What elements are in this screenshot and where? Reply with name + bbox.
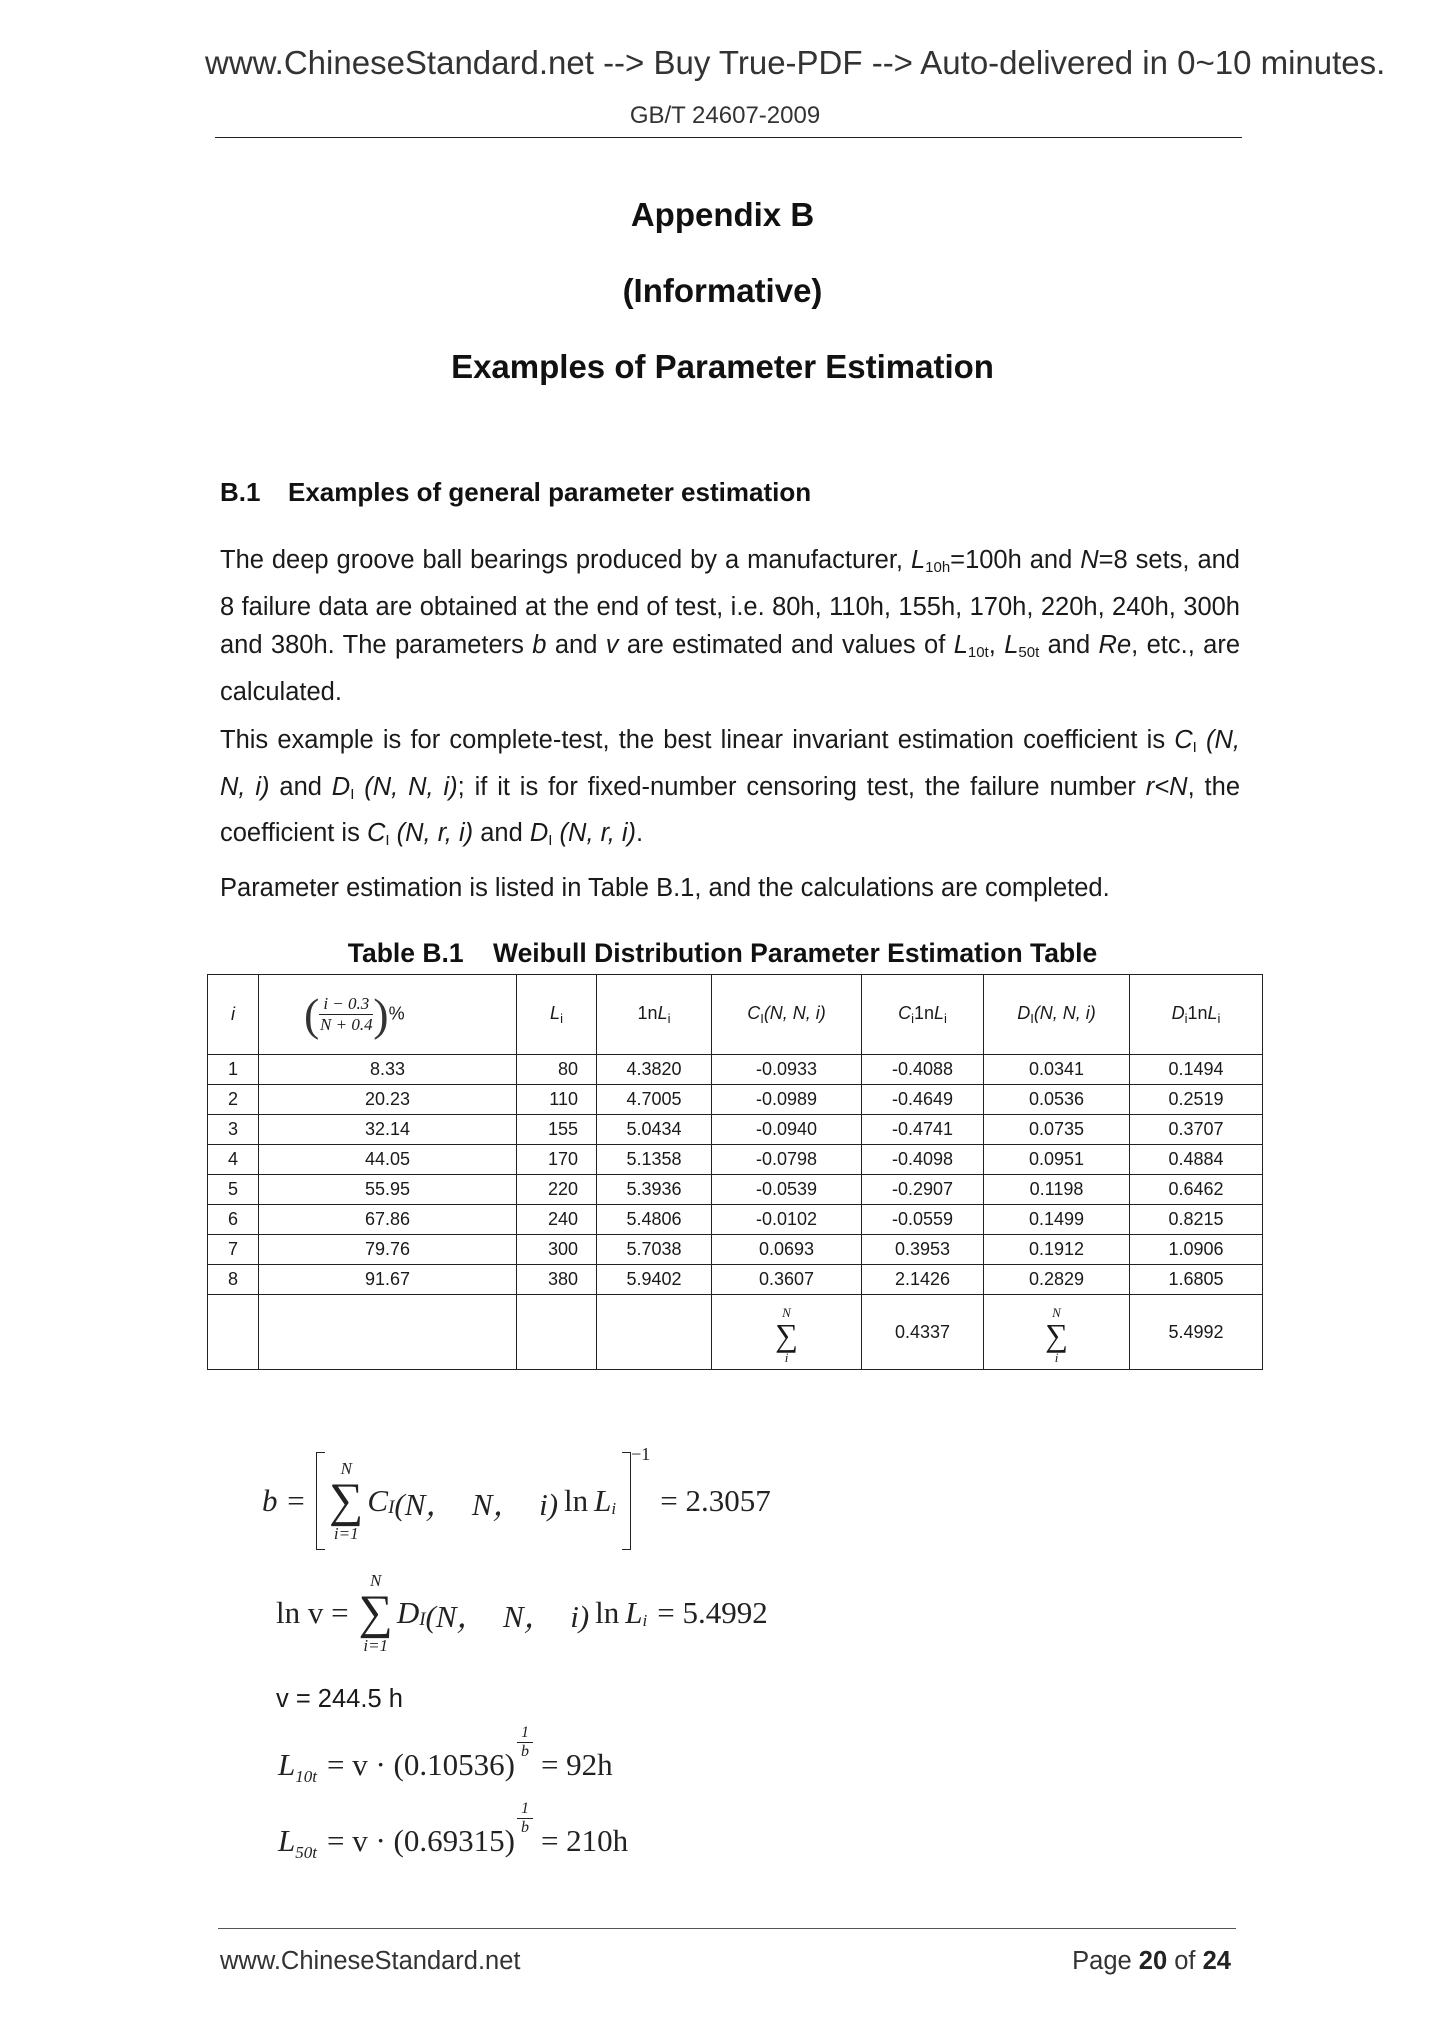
table-cell: 20.23 [259,1085,517,1115]
section-heading [220,477,811,508]
table-cell: 0.3707 [1130,1115,1263,1145]
table-cell: 0.0951 [984,1145,1130,1175]
table-cell: -0.4649 [862,1085,984,1115]
table-cell: 0.0735 [984,1115,1130,1145]
table-cell: 0.1198 [984,1175,1130,1205]
table-cell: 7 [208,1235,259,1265]
table-cell: -0.0102 [712,1205,862,1235]
appendix-title: Appendix B [630,196,815,233]
weibull-table [207,974,1263,1370]
table-cell: -0.4098 [862,1145,984,1175]
v-result: v = 244.5 h [276,1685,403,1713]
sum-symbol-c: N ∑ i [712,1295,862,1370]
table-cell: 5.7038 [597,1235,712,1265]
table-cell: 0.1494 [1130,1055,1263,1085]
sum-symbol-d: N ∑ i [984,1295,1130,1370]
table-cell: 8 [208,1265,259,1295]
table-cell: 2.1426 [862,1265,984,1295]
table-cell: 4.3820 [597,1055,712,1085]
paragraph-2: This example is for complete-test, the best linear invariant estimation coefficient is $C_I$ (N, N, i) and $D_I$ (N, N, i); if it is for fixed-number censoring test, the failure number r<N, the coefficient is $C_I$ (N, r, i) and $D_I$ (N, r, i). [220,726,1241,849]
table-cell: 4.7005 [597,1085,712,1115]
table-cell: 0.1912 [984,1235,1130,1265]
table-cell: 0.2829 [984,1265,1130,1295]
table-cell: 0.1499 [984,1205,1130,1235]
table-cell: 0.3607 [712,1265,862,1295]
table-cell: -0.0989 [712,1085,862,1115]
table-body [208,1055,1263,1295]
table-cell: 79.76 [259,1235,517,1265]
col-header-li: $L_i$ [517,975,597,1055]
table-cell: 5.0434 [597,1115,712,1145]
table-cell: 80 [517,1055,597,1085]
table-cell: 8.33 [259,1055,517,1085]
table-row [208,1145,1263,1175]
col-header-rank: ( $\frac{i - 0.3}{N + 0.4}$ )% [259,975,517,1055]
table-row [208,1055,1263,1085]
table-cell: 300 [517,1235,597,1265]
table-cell: 0.4884 [1130,1145,1263,1175]
table-cell: -0.4088 [862,1055,984,1085]
col-header-ci: $C_I(N$, N, i) [712,975,862,1055]
appendix-subject: Examples of Parameter Estimation [451,348,994,385]
table-cell: 4 [208,1145,259,1175]
table-row [208,1235,1263,1265]
table-cell: -0.0539 [712,1175,862,1205]
header-banner: www.ChineseStandard.net --> Buy True-PDF --> Auto-delivered in 0~10 minutes. [205,44,1386,81]
table-cell: 220 [517,1175,597,1205]
table-row [208,1115,1263,1145]
table-cell: -0.0933 [712,1055,862,1085]
table-cell: 110 [517,1085,597,1115]
table-row [208,1205,1263,1235]
table-cell: 155 [517,1115,597,1145]
table-cell: -0.2907 [862,1175,984,1205]
table-cell: 0.8215 [1130,1205,1263,1235]
table-cell: 1 [208,1055,259,1085]
table-cell: 32.14 [259,1115,517,1145]
table-cell: 3 [208,1115,259,1145]
table-cell: 5.3936 [597,1175,712,1205]
table-cell: -0.0940 [712,1115,862,1145]
sum-value-c: 0.4337 [862,1295,984,1370]
table-cell: 0.6462 [1130,1175,1263,1205]
table-cell: 6 [208,1205,259,1235]
header-divider [215,137,1242,138]
paragraph-3: Parameter estimation is listed in Table B.1, and the calculations are completed. [220,874,1110,902]
equation-b: b = N ∑ i=1 C I (N， N， i) ln L i −1 = 2.3057 [262,1452,771,1550]
table-row [208,1085,1263,1115]
footer-site-link[interactable]: www.ChineseStandard.net [220,1947,521,1975]
table-row [208,1175,1263,1205]
appendix-type: (Informative) [622,272,823,309]
table-cell: 0.0536 [984,1085,1130,1115]
paragraph-1: The deep groove ball bearings produced by a manufacturer, $L_{10h}=100h$ and N=8 sets, and 8 failure data are obtained at the end of test, i.e. 80h, 110h, 155h, 170h, 220h, 240h, 300h and 380h. The parameters b and v are estimated and values of $L_{10t}$, $L_{50t}$ and Re, etc., are calculated. [220,546,1241,706]
table-cell: 0.0693 [712,1235,862,1265]
sum-value-d: 5.4992 [1130,1295,1263,1370]
table-cell: 5.4806 [597,1205,712,1235]
rank-fraction: $\frac{i - 0.3}{N + 0.4}$ [320,994,373,1034]
table-cell: -0.0559 [862,1205,984,1235]
table-cell: -0.0798 [712,1145,862,1175]
col-header-ci-lnli: $C_i1nL_i$ [862,975,984,1055]
table-cell: 5.9402 [597,1265,712,1295]
table-cell: 5 [208,1175,259,1205]
table-cell: 2 [208,1085,259,1115]
page-indicator: Page 20 of 24 [1072,1947,1231,1975]
section-title: Examples of general parameter estimation [288,477,812,507]
equation-l50t: L 50t = v · (0.69315) $\frac{1}{b}$ = 210h [278,1800,629,1862]
table-cell: 0.3953 [862,1235,984,1265]
table-cell: 380 [517,1265,597,1295]
table-sum-row [208,1295,1263,1370]
table-header-row [208,975,1263,1055]
table-cell: 0.0341 [984,1055,1130,1085]
table-cell: 44.05 [259,1145,517,1175]
col-header-i: i [208,975,259,1055]
col-header-di: $D_I(N$, N, i) [984,975,1130,1055]
table-cell: 0.2519 [1130,1085,1263,1115]
table-cell: 67.86 [259,1205,517,1235]
table-row [208,1265,1263,1295]
table-cell: 55.95 [259,1175,517,1205]
standard-number: GB/T 24607-2009 [629,102,821,129]
equation-lnv: ln v = N ∑ i=1 D I (N， N， i) ln L i = 5.4992 [276,1571,768,1655]
table-caption: Table B.1 Weibull Distribution Parameter Estimation Table [347,938,1098,968]
table-cell: 1.0906 [1130,1235,1263,1265]
table-cell: 91.67 [259,1265,517,1295]
table-cell: 5.1358 [597,1145,712,1175]
section-number: B.1 [220,477,261,507]
equation-l10t: L 10t = v · (0.10536) $\frac{1}{b}$ = 92h [278,1724,613,1786]
table-cell: 240 [517,1205,597,1235]
col-header-lnli: $1nL_i$ [597,975,712,1055]
col-header-di-lnli: $D_i1nL_i$ [1130,975,1263,1055]
table-cell: -0.4741 [862,1115,984,1145]
table-cell: 170 [517,1145,597,1175]
table-cell: 1.6805 [1130,1265,1263,1295]
footer-divider [218,1928,1236,1929]
